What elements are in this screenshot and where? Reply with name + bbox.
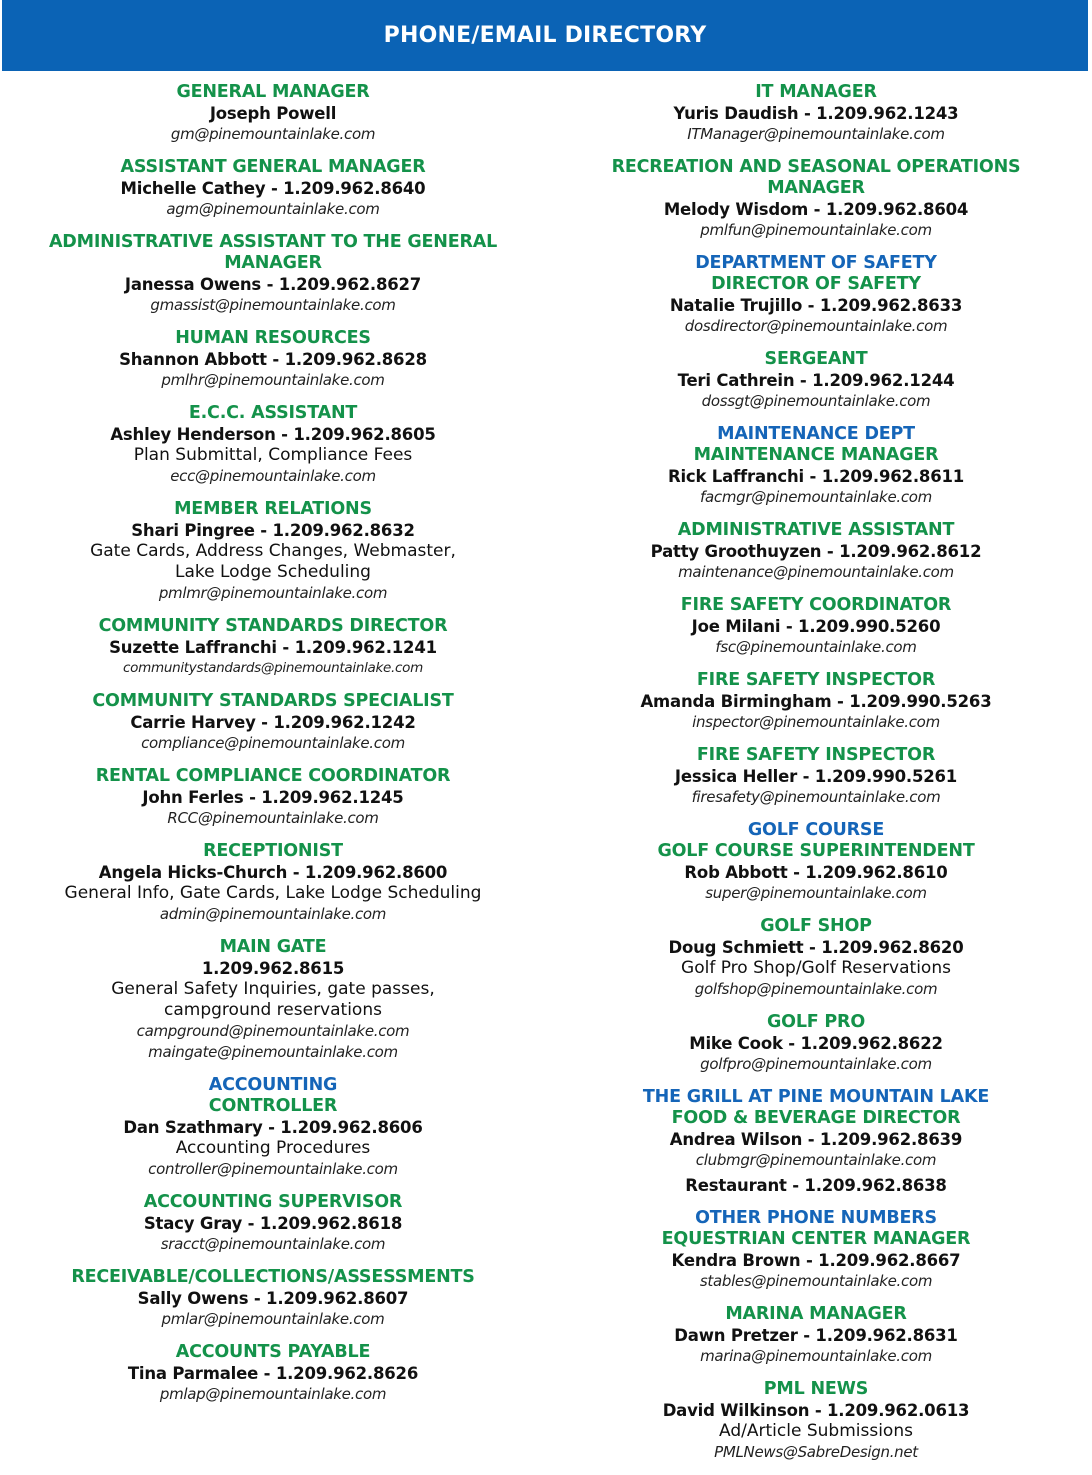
- entry-note: General Safety Inquiries, gate passes,: [111, 979, 435, 999]
- entry-pml-news: [560, 1379, 1072, 1463]
- entry-rental-compliance: [18, 766, 528, 829]
- entry-email[interactable]: maintenance@pinemountainlake.com: [678, 563, 954, 581]
- entry-title: COMMUNITY STANDARDS SPECIALIST: [92, 691, 454, 711]
- entry-title: GOLF PRO: [766, 1012, 866, 1032]
- entry-community-standards-specialist: [18, 691, 528, 754]
- entry-receptionist: [18, 841, 528, 925]
- entry-title: MAIN GATE: [219, 937, 327, 957]
- entry-email[interactable]: pmlar@pinemountainlake.com: [161, 1310, 385, 1328]
- entry-name: Shari Pingree - 1.209.962.8632: [131, 521, 415, 540]
- entry-title: RECEIVABLE/COLLECTIONS/ASSESSMENTS: [71, 1267, 475, 1287]
- entry-name: Kendra Brown - 1.209.962.8667: [671, 1251, 961, 1270]
- section-heading: OTHER PHONE NUMBERS: [695, 1208, 937, 1228]
- entry-email[interactable]: dossgt@pinemountainlake.com: [701, 392, 931, 410]
- entry-receivable: [18, 1267, 528, 1330]
- entry-email[interactable]: golfpro@pinemountainlake.com: [700, 1055, 932, 1073]
- section-heading: GOLF COURSE: [747, 820, 885, 840]
- entry-note: Accounting Procedures: [175, 1138, 371, 1158]
- entry-email[interactable]: compliance@pinemountainlake.com: [141, 734, 405, 752]
- entry-note: Gate Cards, Address Changes, Webmaster,: [90, 541, 456, 561]
- entry-email[interactable]: controller@pinemountainlake.com: [148, 1160, 398, 1178]
- entry-name: Joe Milani - 1.209.990.5260: [691, 617, 941, 636]
- entry-title: DIRECTOR OF SAFETY: [711, 274, 921, 294]
- entry-food-beverage-director: [560, 1087, 1072, 1196]
- entry-email[interactable]: facmgr@pinemountainlake.com: [700, 488, 932, 506]
- entry-director-of-safety: [560, 253, 1072, 337]
- entry-note: Plan Submittal, Compliance Fees: [133, 445, 413, 465]
- entry-title: EQUESTRIAN CENTER MANAGER: [661, 1229, 971, 1249]
- entry-name: Stacy Gray - 1.209.962.8618: [143, 1214, 403, 1233]
- entry-title: COMMUNITY STANDARDS DIRECTOR: [98, 616, 448, 636]
- entry-title: ACCOUNTS PAYABLE: [175, 1342, 371, 1362]
- entry-email[interactable]: gm@pinemountainlake.com: [170, 125, 376, 143]
- entry-note: campground reservations: [164, 1000, 382, 1020]
- entry-name: Andrea Wilson - 1.209.962.8639: [669, 1130, 963, 1149]
- entry-sergeant: [560, 349, 1072, 412]
- entry-name: Janessa Owens - 1.209.962.8627: [124, 275, 422, 294]
- entry-title: MAINTENANCE MANAGER: [693, 445, 939, 465]
- entry-title: RECEPTIONIST: [203, 841, 343, 861]
- entry-email[interactable]: campground@pinemountainlake.com: [136, 1022, 410, 1040]
- entry-title: CONTROLLER: [208, 1096, 338, 1116]
- entry-title: RECREATION AND SEASONAL OPERATIONS MANAGER: [611, 157, 1021, 198]
- entry-title: GENERAL MANAGER: [176, 82, 370, 102]
- entry-email[interactable]: super@pinemountainlake.com: [705, 884, 927, 902]
- entry-golf-superintendent: [560, 820, 1072, 904]
- entry-recreation-manager: [560, 157, 1072, 241]
- entry-email[interactable]: RCC@pinemountainlake.com: [167, 809, 379, 827]
- entry-email[interactable]: maingate@pinemountainlake.com: [148, 1043, 398, 1061]
- entry-title: GOLF COURSE SUPERINTENDENT: [657, 841, 975, 861]
- entry-email[interactable]: inspector@pinemountainlake.com: [692, 713, 940, 731]
- entry-member-relations: [18, 499, 528, 604]
- entry-name: Jessica Heller - 1.209.990.5261: [674, 767, 958, 786]
- entry-email[interactable]: pmlap@pinemountainlake.com: [159, 1385, 387, 1403]
- entry-title: PML NEWS: [763, 1379, 869, 1399]
- entry-community-standards-director: [18, 616, 528, 679]
- right-column: [560, 82, 1072, 1475]
- entry-name: John Ferles - 1.209.962.1245: [142, 788, 404, 807]
- entry-golf-shop: [560, 916, 1072, 1000]
- entry-email[interactable]: sracct@pinemountainlake.com: [160, 1235, 386, 1253]
- entry-name: Mike Cook - 1.209.962.8622: [689, 1034, 943, 1053]
- entry-email[interactable]: pmlfun@pinemountainlake.com: [700, 221, 932, 239]
- entry-name: Carrie Harvey - 1.209.962.1242: [130, 713, 416, 732]
- entry-email[interactable]: agm@pinemountainlake.com: [166, 200, 380, 218]
- entry-name: David Wilkinson - 1.209.962.0613: [662, 1401, 970, 1420]
- section-heading: DEPARTMENT OF SAFETY: [695, 253, 937, 273]
- entry-name: Teri Cathrein - 1.209.962.1244: [677, 371, 955, 390]
- header-bar: [2, 0, 1088, 71]
- entry-name: Shannon Abbott - 1.209.962.8628: [119, 350, 427, 369]
- entry-title: ADMINISTRATIVE ASSISTANT: [677, 520, 955, 540]
- entry-note: Golf Pro Shop/Golf Reservations: [681, 958, 951, 978]
- entry-title: GOLF SHOP: [760, 916, 872, 936]
- entry-title: HUMAN RESOURCES: [175, 328, 371, 348]
- entry-email[interactable]: pmlmr@pinemountainlake.com: [158, 584, 388, 602]
- entry-admin-assistant-gm: [18, 232, 528, 316]
- entry-email[interactable]: pmlhr@pinemountainlake.com: [161, 371, 385, 389]
- entry-maintenance-manager: [560, 424, 1072, 508]
- entry-name: Patty Groothuyzen - 1.209.962.8612: [650, 542, 982, 561]
- entry-email[interactable]: ecc@pinemountainlake.com: [170, 467, 376, 485]
- entry-email[interactable]: admin@pinemountainlake.com: [159, 905, 387, 923]
- entry-title: ACCOUNTING SUPERVISOR: [143, 1192, 403, 1212]
- entry-assistant-gm: [18, 157, 528, 220]
- entry-name: Rick Laffranchi - 1.209.962.8611: [667, 467, 965, 486]
- entry-title: MARINA MANAGER: [725, 1304, 907, 1324]
- entry-maintenance-admin-assistant: [560, 520, 1072, 583]
- entry-fire-safety-coordinator: [560, 595, 1072, 658]
- entry-human-resources: [18, 328, 528, 391]
- entry-email[interactable]: golfshop@pinemountainlake.com: [694, 980, 938, 998]
- entry-note: Lake Lodge Scheduling: [175, 562, 371, 582]
- entry-marina-manager: [560, 1304, 1072, 1367]
- section-heading: THE GRILL AT PINE MOUNTAIN LAKE: [642, 1087, 990, 1107]
- entry-accounts-payable: [18, 1342, 528, 1405]
- section-heading: ACCOUNTING: [208, 1075, 338, 1095]
- entry-title: ADMINISTRATIVE ASSISTANT TO THE GENERAL MANAGER: [48, 232, 498, 273]
- restaurant-phone: Restaurant - 1.209.962.8638: [685, 1176, 947, 1195]
- entry-fire-safety-inspector-2: [560, 745, 1072, 808]
- entry-email[interactable]: fsc@pinemountainlake.com: [715, 638, 917, 656]
- entry-email[interactable]: communitystandards@pinemountainlake.com: [123, 660, 423, 676]
- entry-fire-safety-inspector-1: [560, 670, 1072, 733]
- entry-note: Ad/Article Submissions: [719, 1421, 913, 1441]
- entry-name: Suzette Laffranchi - 1.209.962.1241: [109, 638, 437, 657]
- entry-email[interactable]: gmassist@pinemountainlake.com: [150, 296, 396, 314]
- entry-email[interactable]: clubmgr@pinemountainlake.com: [695, 1151, 937, 1169]
- entry-title: FIRE SAFETY INSPECTOR: [696, 670, 936, 690]
- entry-email[interactable]: firesafety@pinemountainlake.com: [691, 788, 941, 806]
- entry-title: FOOD & BEVERAGE DIRECTOR: [671, 1108, 961, 1128]
- entry-title: E.C.C. ASSISTANT: [188, 403, 358, 423]
- page-title: PHONE/EMAIL DIRECTORY: [383, 23, 707, 48]
- entry-equestrian-manager: [560, 1208, 1072, 1292]
- entry-name: Michelle Cathey - 1.209.962.8640: [120, 179, 426, 198]
- left-column: [18, 82, 528, 1417]
- entry-name: Yuris Daudish - 1.209.962.1243: [673, 104, 959, 123]
- entry-email[interactable]: ITManager@pinemountainlake.com: [687, 125, 945, 143]
- section-heading: MAINTENANCE DEPT: [717, 424, 915, 444]
- entry-name: Rob Abbott - 1.209.962.8610: [684, 863, 948, 882]
- entry-phone: 1.209.962.8615: [201, 959, 345, 978]
- entry-golf-pro: [560, 1012, 1072, 1075]
- entry-name: Natalie Trujillo - 1.209.962.8633: [669, 296, 963, 315]
- entry-title: FIRE SAFETY COORDINATOR: [680, 595, 952, 615]
- entry-main-gate: [18, 937, 528, 1063]
- entry-controller: [18, 1075, 528, 1180]
- entry-email[interactable]: marina@pinemountainlake.com: [700, 1347, 932, 1365]
- entry-title: FIRE SAFETY INSPECTOR: [696, 745, 936, 765]
- entry-name: Joseph Powell: [209, 104, 337, 123]
- entry-title: ASSISTANT GENERAL MANAGER: [120, 157, 426, 177]
- entry-it-manager: [560, 82, 1072, 145]
- entry-name: Angela Hicks-Church - 1.209.962.8600: [98, 863, 448, 882]
- entry-name: Amanda Birmingham - 1.209.990.5263: [640, 692, 992, 711]
- entry-general-manager: [18, 82, 528, 145]
- entry-name: Dawn Pretzer - 1.209.962.8631: [674, 1326, 958, 1345]
- entry-name: Doug Schmiett - 1.209.962.8620: [668, 938, 964, 957]
- entry-title: MEMBER RELATIONS: [174, 499, 372, 519]
- entry-title: SERGEANT: [764, 349, 868, 369]
- entry-ecc-assistant: [18, 403, 528, 487]
- entry-name: Dan Szathmary - 1.209.962.8606: [123, 1118, 423, 1137]
- entry-name: Sally Owens - 1.209.962.8607: [137, 1289, 409, 1308]
- entry-title: RENTAL COMPLIANCE COORDINATOR: [95, 766, 451, 786]
- entry-title: IT MANAGER: [755, 82, 877, 102]
- entry-email[interactable]: dosdirector@pinemountainlake.com: [684, 317, 948, 335]
- entry-accounting-supervisor: [18, 1192, 528, 1255]
- entry-name: Tina Parmalee - 1.209.962.8626: [127, 1364, 419, 1383]
- entry-email[interactable]: PMLNews@SabreDesign.net: [714, 1443, 918, 1461]
- entry-email[interactable]: stables@pinemountainlake.com: [699, 1272, 933, 1290]
- entry-name: Melody Wisdom - 1.209.962.8604: [663, 200, 969, 219]
- entry-note: General Info, Gate Cards, Lake Lodge Scheduling: [64, 883, 482, 903]
- entry-name: Ashley Henderson - 1.209.962.8605: [110, 425, 436, 444]
